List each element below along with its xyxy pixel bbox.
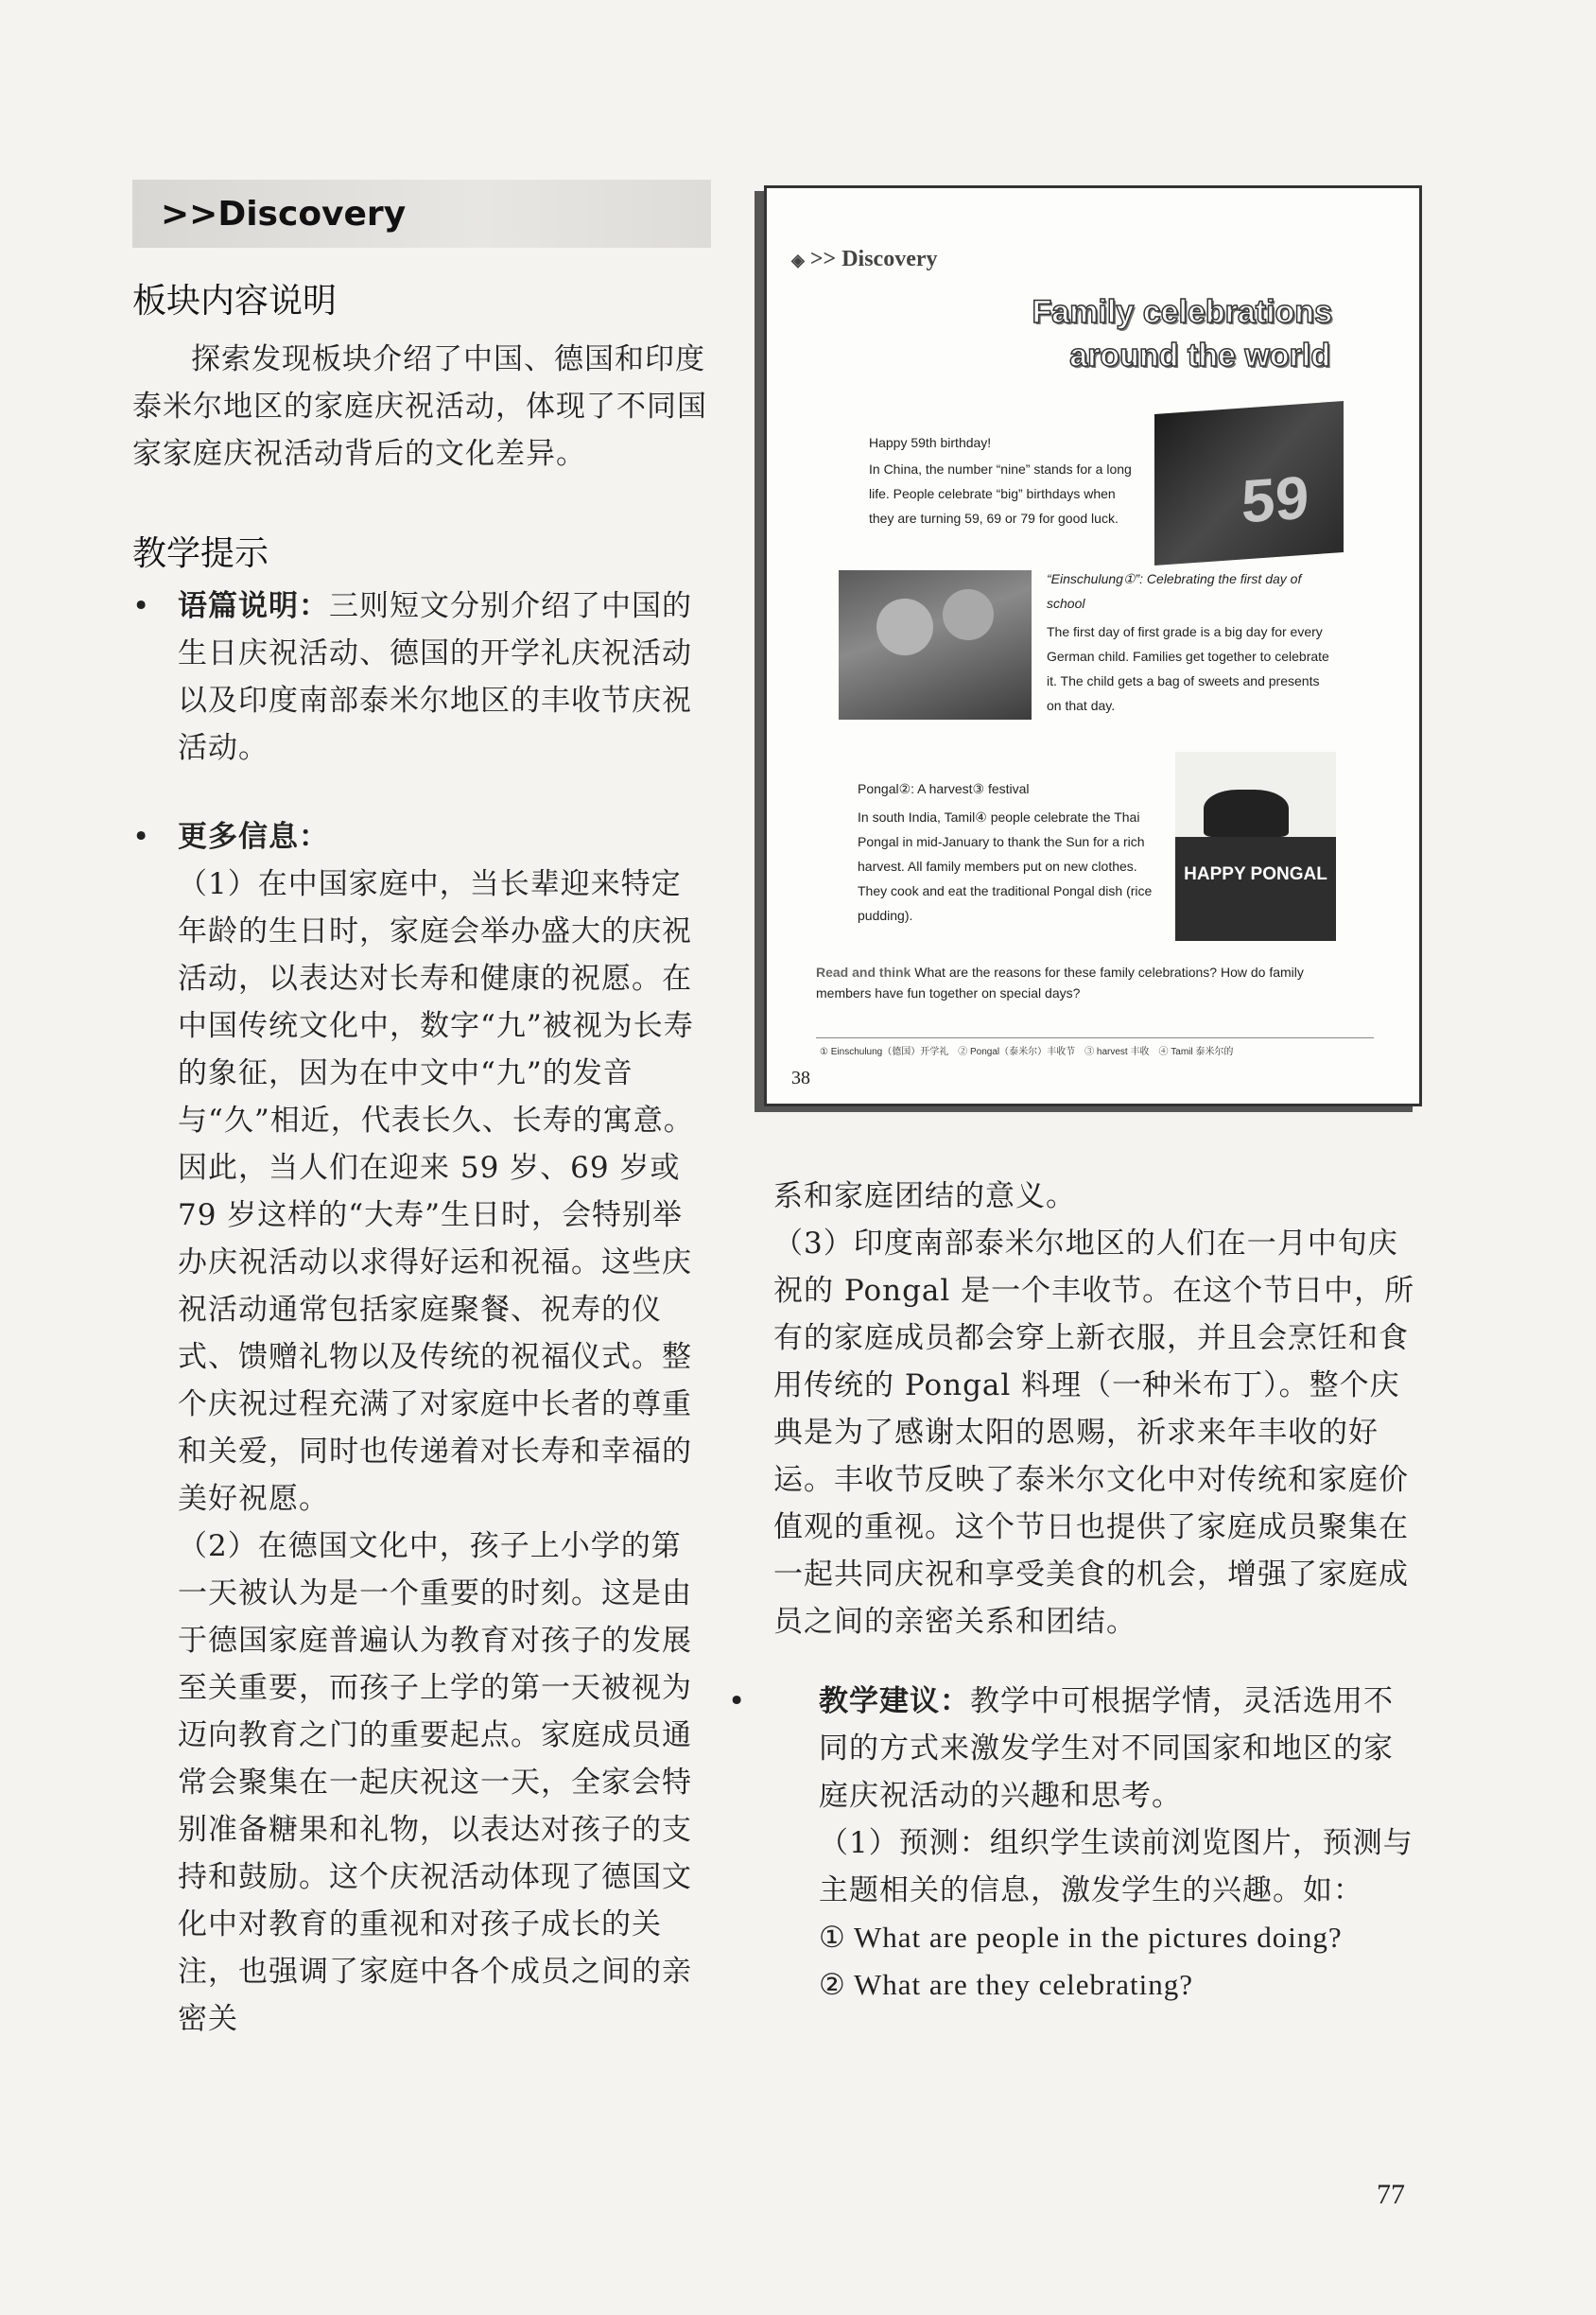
school-text: The first day of first grade is a big day for every German child. Families get together to celebrate it. The child gets a bag of sweets and presents on that day. bbox=[1047, 624, 1329, 713]
cake-number: 59 bbox=[1241, 462, 1310, 536]
bullet-text: 三则短文分别介绍了中国的生日庆祝活动、德国的开学礼庆祝活动以及印度南部泰米尔地区的丰收节庆祝活动。 bbox=[178, 589, 692, 765]
child-face bbox=[876, 599, 933, 655]
book-page-number: 38 bbox=[791, 1068, 810, 1088]
birthday-photo bbox=[1154, 401, 1344, 566]
pongal-block bbox=[858, 776, 1170, 928]
textbook-page-image bbox=[764, 185, 1422, 1106]
page-number: 77 bbox=[1377, 2179, 1405, 2210]
bullet-dot: • bbox=[132, 589, 150, 623]
bullet-more-info bbox=[132, 813, 711, 2043]
book-title-line1: Family celebrations bbox=[1032, 294, 1332, 330]
read-and-think bbox=[816, 962, 1345, 1003]
book-header: ◈ >> Discovery bbox=[791, 247, 938, 271]
info-paragraph-1: （1）在中国家庭中，当长辈迎来特定年龄的生日时，家庭会举办盛大的庆祝活动，以表达对长寿和健康的祝愿。在中国传统文化中，数字“九”被视为长寿的象征，因为在中文中“九”的发音与“久”相近，代表长久、长寿的寓意。因此，当人们在迎来 59 岁、69 岁或 79 岁这样的“大寿”生日时，会特别举办庆祝活动以求得好运和祝福。这些庆祝活动通常包括家庭聚餐、祝寿的仪式、馈赠礼物以及传统的祝福仪式。整个庆祝过程充满了对家庭中长者的尊重和关爱，同时也传递着对长寿和幸福的美好祝愿。 bbox=[178, 867, 694, 1516]
happy-pongal-sign: HAPPY PONGAL bbox=[1184, 864, 1327, 884]
school-title: “Einschulung①”: Celebrating the first day of school bbox=[1047, 571, 1302, 611]
section-content-text: 探索发现板块介绍了中国、德国和印度泰米尔地区的家庭庆祝活动，体现了不同国家家庭庆祝活动背后的文化差异。 bbox=[132, 342, 707, 471]
left-column bbox=[132, 180, 711, 2043]
bullet-teaching-suggestions bbox=[728, 1678, 1416, 2009]
bullet-dot: • bbox=[132, 820, 150, 854]
question-1: ① What are people in the pictures doing? bbox=[819, 1921, 1343, 1954]
section-title-tips: 教学提示 bbox=[132, 534, 269, 573]
child-face bbox=[943, 589, 994, 640]
bullet-dot: • bbox=[728, 1684, 746, 1718]
bullet-lead: 语篇说明： bbox=[178, 589, 329, 623]
school-block bbox=[1047, 566, 1330, 718]
pongal-image bbox=[1175, 752, 1336, 941]
right-column bbox=[728, 1173, 1416, 2009]
info-paragraph-3: （3）印度南部泰米尔地区的人们在一月中旬庆祝的 Pongal 是一个丰收节。在这个节日中，所有的家庭成员都会穿上新衣服，并且会烹饪和食用传统的 Pongal 料理（一种米布丁）。整个庆典是为了感谢太阳的恩赐，祈求来年丰收的好运。丰收节反映了泰米尔文化中对传统和家庭价值观的重视。这个节日也提供了家庭成员聚集在一起共同庆祝和享受美食的机会，增强了家庭成员之间的亲密关系和团结。 bbox=[773, 1227, 1415, 1639]
birthday-text: In China, the number “nine” stands for a long life. People celebrate “big” birthdays when they are turning 59, 69 or 79 for good luck. bbox=[869, 461, 1132, 526]
pongal-title: Pongal②: A harvest③ festival bbox=[858, 781, 1030, 796]
bullet-lead: 更多信息： bbox=[178, 820, 329, 854]
pongal-text: In south India, Tamil④ people celebrate the Thai Pongal in mid-January to thank the Sun for a rich harvest. All family members put on new clothes. They cook and eat the traditional Pongal dish (rice pudding). bbox=[858, 809, 1153, 923]
bullet-text-explanation bbox=[132, 583, 711, 772]
school-photo bbox=[839, 570, 1032, 720]
footnote-divider bbox=[816, 1037, 1374, 1038]
info-paragraph-2-continued: 系和家庭团结的意义。 bbox=[773, 1179, 1076, 1213]
globe-icon: ◈ bbox=[791, 251, 805, 270]
bullet-lead: 教学建议： bbox=[819, 1684, 970, 1718]
discovery-label: >>Discovery bbox=[161, 194, 407, 234]
section-title-content: 板块内容说明 bbox=[132, 282, 338, 321]
birthday-title: Happy 59th birthday! bbox=[869, 435, 992, 450]
question-2: ② What are they celebrating? bbox=[819, 1968, 1194, 2001]
discovery-banner bbox=[132, 180, 711, 248]
read-label: Read and think bbox=[816, 965, 911, 980]
read-question: What are the reasons for these family celebrations? How do family members have fun together on special days? bbox=[816, 965, 1304, 1001]
info-paragraph-2: （2）在德国文化中，孩子上小学的第一天被认为是一个重要的时刻。这是由于德国家庭普遍认为教育对孩子的发展至关重要，而孩子上学的第一天被视为迈向教育之门的重要起点。家庭成员通常会聚集在一起庆祝这一天，全家会特别准备糖果和礼物，以表达对孩子的支持和鼓励。这个庆祝活动体现了德国文化中对教育的重视和对孩子成长的关注，也强调了家庭中各个成员之间的亲密关 bbox=[178, 1529, 692, 2036]
book-footnotes: ① Einschulung（德国）开学礼 ② Pongal（泰米尔）丰收节 ③ harvest 丰收 ④ Tamil 泰米尔的 bbox=[820, 1047, 1234, 1057]
suggestion-1: （1）预测：组织学生读前浏览图片，预测与主题相关的信息，激发学生的兴趣。如： bbox=[819, 1826, 1414, 1907]
book-title-line2: around the world bbox=[1069, 338, 1330, 374]
birthday-block bbox=[869, 430, 1143, 531]
cow-silhouette bbox=[1204, 790, 1289, 837]
bullet-text: 教学中可根据学情，灵活选用不同的方式来激发学生对不同国家和地区的家庭庆祝活动的兴趣和思考。 bbox=[819, 1684, 1394, 1813]
